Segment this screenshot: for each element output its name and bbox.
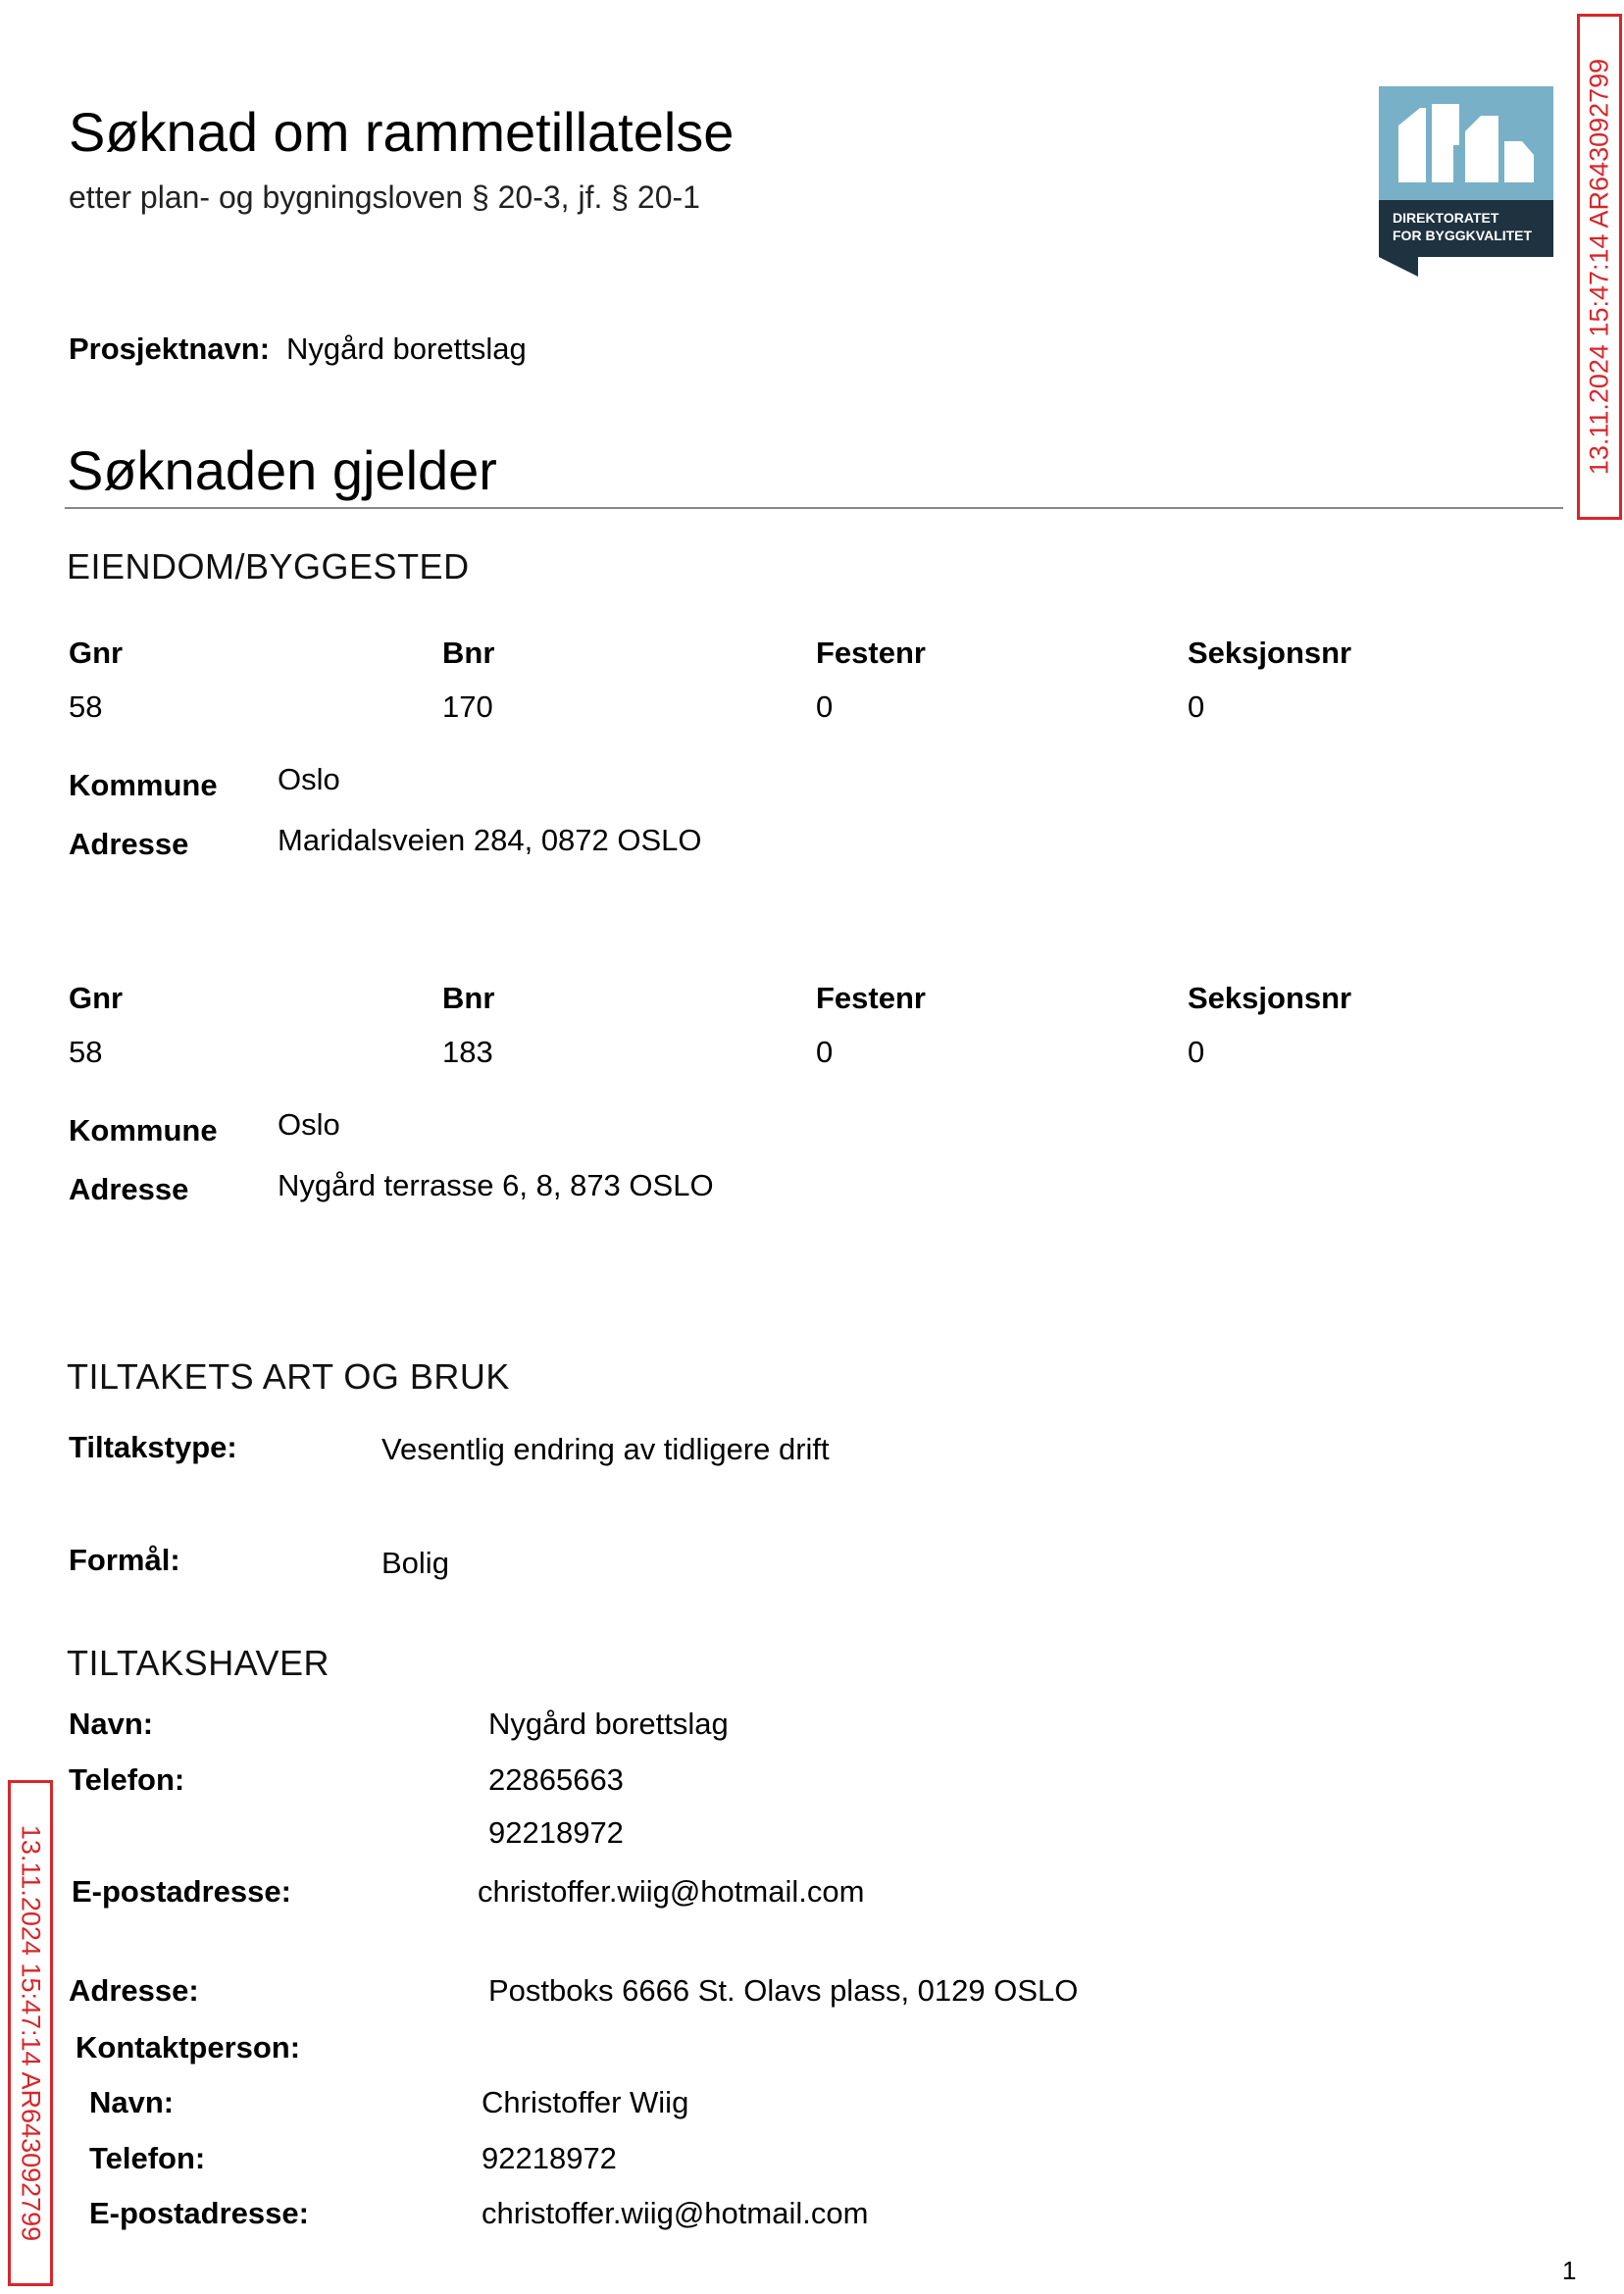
project-value: Nygård borettslag — [286, 331, 527, 366]
property-heading: EIENDOM/BYGGESTED — [67, 546, 470, 586]
epost-value: christoffer.wiig@hotmail.com — [478, 1874, 865, 1909]
col-festenr: Festenr — [816, 636, 926, 670]
adresse-label: Adresse — [69, 827, 189, 861]
stamp-text: 13.11.2024 15:47:14 AR643092799 — [16, 1824, 46, 2242]
section-title: Søknaden gjelder — [67, 439, 497, 501]
document-title: Søknad om rammetillatelse — [69, 101, 735, 163]
document-subtitle: etter plan- og bygningsloven § 20-3, jf. § 20-1 — [69, 179, 700, 215]
logo-text-line2: FOR BYGGKVALITET — [1393, 228, 1533, 243]
festenr-value: 0 — [816, 1035, 834, 1069]
kommune-label: Kommune — [69, 1113, 218, 1147]
logo-text-line1: DIREKTORATET — [1393, 210, 1499, 226]
stamp-text: 13.11.2024 15:47:14 AR643092799 — [1584, 58, 1614, 476]
tiltakstype-value: Vesentlig endring av tidligere drift — [381, 1432, 830, 1466]
dibk-logo — [1379, 86, 1553, 277]
tiltakstype-label: Tiltakstype: — [69, 1430, 237, 1464]
formal-value: Bolig — [381, 1546, 449, 1580]
gnr-value: 58 — [69, 689, 103, 724]
adresse-label: Adresse: — [69, 1973, 199, 2008]
tiltak-heading: TILTAKETS ART OG BRUK — [67, 1356, 510, 1397]
navn-value: Nygård borettslag — [488, 1707, 729, 1741]
telefon-label: Telefon: — [69, 1762, 185, 1797]
kontakt-epost-value: christoffer.wiig@hotmail.com — [482, 2196, 869, 2230]
col-seksjonsnr: Seksjonsnr — [1188, 981, 1352, 1015]
kontaktperson-label: Kontaktperson: — [76, 2030, 301, 2065]
project-label: Prosjektnavn: — [69, 331, 271, 366]
kommune-label: Kommune — [69, 768, 218, 802]
tiltakshaver-heading: TILTAKSHAVER — [67, 1643, 330, 1683]
date-stamp-right — [1577, 14, 1622, 520]
col-seksjonsnr: Seksjonsnr — [1188, 636, 1352, 670]
telefon-value-2: 92218972 — [488, 1815, 624, 1850]
seksjonsnr-value: 0 — [1188, 689, 1205, 724]
kommune-value: Oslo — [278, 762, 340, 796]
section-divider — [65, 507, 1563, 509]
kontakt-navn-label: Navn: — [89, 2085, 175, 2119]
adresse-label: Adresse — [69, 1172, 189, 1206]
adresse-value: Postboks 6666 St. Olavs plass, 0129 OSLO — [488, 1973, 1079, 2008]
date-stamp-left — [8, 1780, 53, 2286]
adresse-value: Maridalsveien 284, 0872 OSLO — [278, 823, 702, 857]
kontakt-telefon-value: 92218972 — [482, 2141, 617, 2175]
festenr-value: 0 — [816, 689, 834, 724]
kontakt-telefon-label: Telefon: — [89, 2141, 206, 2175]
bnr-value: 183 — [442, 1035, 493, 1069]
kontakt-epost-label: E-postadresse: — [89, 2196, 309, 2230]
formal-label: Formål: — [69, 1543, 180, 1577]
epost-label: E-postadresse: — [72, 1874, 291, 1909]
col-bnr: Bnr — [442, 636, 495, 670]
col-gnr: Gnr — [69, 981, 124, 1015]
seksjonsnr-value: 0 — [1188, 1035, 1205, 1069]
kommune-value: Oslo — [278, 1107, 340, 1142]
adresse-value: Nygård terrasse 6, 8, 873 OSLO — [278, 1168, 714, 1202]
col-bnr: Bnr — [442, 981, 495, 1015]
col-festenr: Festenr — [816, 981, 926, 1015]
gnr-value: 58 — [69, 1035, 103, 1069]
bnr-value: 170 — [442, 689, 493, 724]
logo-graphic — [1379, 86, 1553, 277]
navn-label: Navn: — [69, 1707, 154, 1741]
col-gnr: Gnr — [69, 636, 124, 670]
telefon-value-1: 22865663 — [488, 1762, 624, 1797]
page-number: 1 — [1562, 2256, 1577, 2285]
kontakt-navn-value: Christoffer Wiig — [482, 2085, 689, 2119]
